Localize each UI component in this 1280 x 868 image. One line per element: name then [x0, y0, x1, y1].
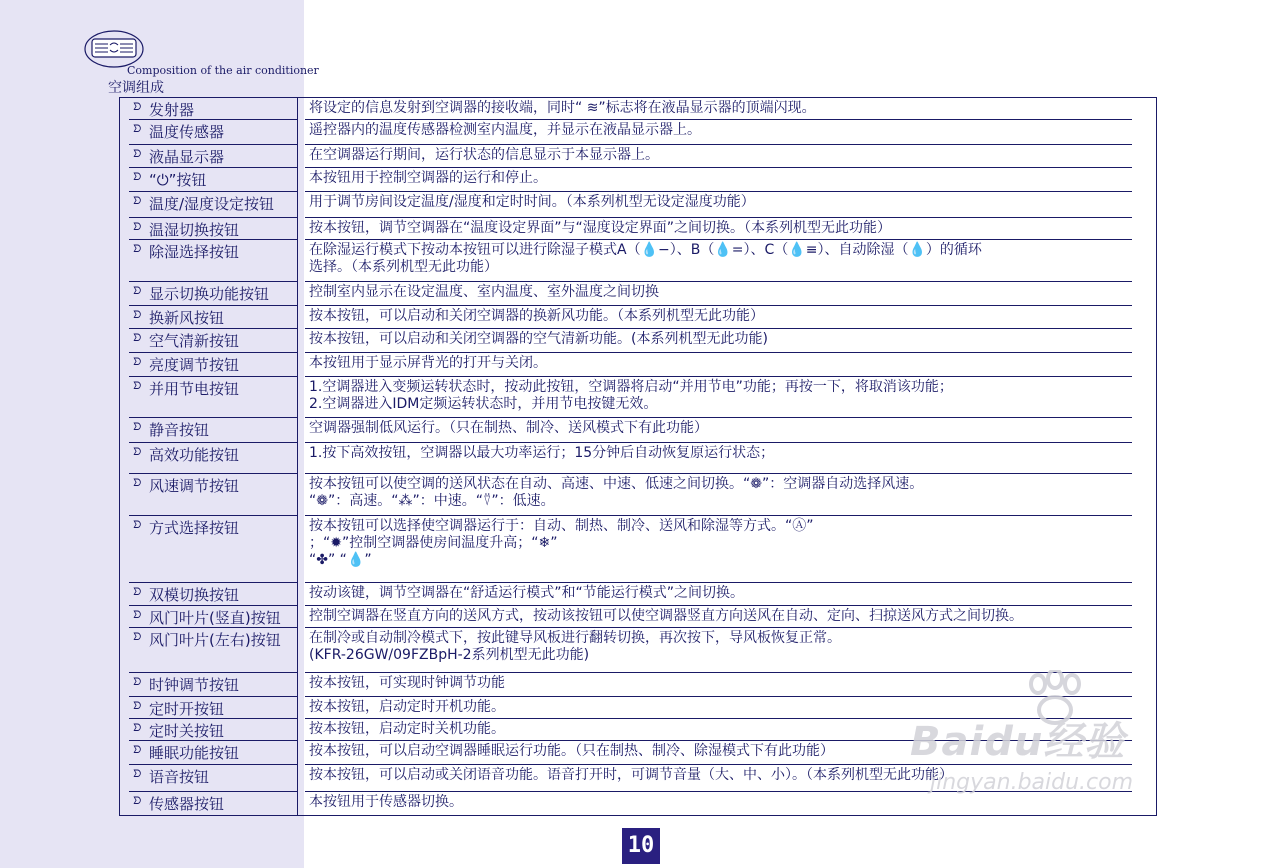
row-label: 定时开按钮 — [149, 700, 225, 718]
row-description-line: 选择。（本系列机型无此功能） — [309, 259, 498, 275]
row-description-cell — [305, 628, 1132, 673]
row-description-line: 本按钮用于控制空调器的运行和停止。 — [309, 170, 547, 186]
bullet-icon: ᗤ — [133, 769, 142, 780]
table-row — [120, 628, 1156, 673]
row-description-line: 将设定的信息发射到空调器的接收端，同时“ ≋”标志将在液晶显示器的顶端闪现。 — [309, 100, 816, 116]
row-description-line: 按本按钮可以选择使空调器运行于：自动、制热、制冷、送风和除湿等方式。“Ⓐ” — [309, 518, 814, 534]
bullet-icon: ᗤ — [133, 610, 142, 621]
row-label-cell — [129, 240, 297, 282]
row-label: 液晶显示器 — [149, 148, 225, 166]
watermark — [910, 670, 1210, 810]
row-description-cell — [305, 192, 1132, 218]
row-label-cell — [129, 282, 297, 306]
table-row — [120, 329, 1156, 353]
row-description-cell — [305, 418, 1132, 443]
bullet-icon: ᗤ — [133, 244, 142, 255]
row-description-line: 本按钮用于传感器切换。 — [309, 794, 463, 810]
bullet-icon: ᗤ — [133, 286, 142, 297]
bullet-icon: ᗤ — [133, 102, 142, 113]
row-description-line: 本按钮用于显示屏背光的打开与关闭。 — [309, 355, 547, 371]
row-description-cell — [305, 168, 1132, 192]
row-description-line: 按本按钮，可实现时钟调节功能 — [309, 675, 505, 691]
row-label: 显示切换功能按钮 — [149, 285, 270, 303]
table-row — [120, 474, 1156, 516]
row-label-cell — [129, 353, 297, 377]
row-description-line: 按本按钮，可以启动或关闭语音功能。语音打开时，可调节音量（大、中、小）。（本系列机型无此功能） — [309, 767, 953, 783]
row-label: 定时关按钮 — [149, 722, 225, 740]
row-description-line: 用于调节房间设定温度/湿度和定时时间。（本系列机型无设定湿度功能） — [309, 194, 755, 210]
row-description-line: 按本按钮，启动定时关机功能。 — [309, 721, 505, 737]
row-label-cell — [129, 516, 297, 583]
row-description-cell — [305, 606, 1132, 628]
row-label-cell — [129, 192, 297, 218]
watermark-text: Baidu经验 — [910, 719, 1126, 765]
row-label: 方式选择按钮 — [149, 519, 240, 537]
table-row — [120, 218, 1156, 240]
row-label-cell — [129, 306, 297, 329]
bullet-icon: ᗤ — [133, 422, 142, 433]
row-label: 发射器 — [149, 101, 195, 119]
row-description-line: 空调器强制低风运行。（只在制热、制冷、送风模式下有此功能） — [309, 420, 708, 436]
row-description-line: 在制冷或自动制冷模式下，按此键导风板进行翻转切换，再次按下，导风板恢复正常。 — [309, 630, 841, 646]
row-description-line: 按本按钮，调节空调器在“温度设定界面”与“湿度设定界面”之间切换。（本系列机型无此功能） — [309, 220, 892, 236]
table-row — [120, 377, 1156, 418]
bullet-icon: ᗤ — [133, 333, 142, 344]
row-description-line: 控制空调器在竖直方向的送风方式，按动该按钮可以使空调器竖直方向送风在自动、定向、扫掠送风方式之间切换。 — [309, 608, 1023, 624]
row-description-cell — [305, 306, 1132, 329]
row-label-cell — [129, 218, 297, 240]
row-description-line: “❁”：高速。“⁂”：中速。“⍢”：低速。 — [309, 493, 555, 509]
bullet-icon: ᗤ — [133, 310, 142, 321]
row-label-cell — [129, 443, 297, 474]
bullet-icon: ᗤ — [133, 520, 142, 531]
row-description-cell — [305, 282, 1132, 306]
row-label-cell — [129, 474, 297, 516]
row-description-line: 1.空调器进入变频运转状态时，按动此按钮，空调器将启动“并用节电”功能；再按一下，将取消该功能； — [309, 379, 953, 395]
subtitle-en: Composition of the air conditioner — [127, 64, 319, 77]
row-description-line: 在除湿运行模式下按动本按钮可以进行除湿子模式A（💧−）、B（💧=）、C（💧≡）、自动除湿（💧）的循环 — [309, 242, 982, 258]
row-label: 除湿选择按钮 — [149, 243, 240, 261]
row-label-underline — [129, 815, 297, 816]
row-description-cell — [305, 120, 1132, 145]
row-description-line: 2.空调器进入IDM定频运转状态时，并用节电按键无效。 — [309, 396, 658, 412]
table-row — [120, 192, 1156, 218]
row-label-cell — [129, 168, 297, 192]
row-label: 静音按钮 — [149, 421, 210, 439]
bullet-icon: ᗤ — [133, 723, 142, 734]
table-row — [120, 145, 1156, 168]
table-row — [120, 516, 1156, 583]
row-description-line: 按本按钮，可以启动和关闭空调器的换新风功能。（本系列机型无此功能） — [309, 308, 764, 324]
row-label-cell — [129, 120, 297, 145]
row-label-cell — [129, 697, 297, 719]
bullet-icon: ᗤ — [133, 701, 142, 712]
row-description-cell — [305, 145, 1132, 168]
bullet-icon: ᗤ — [133, 149, 142, 160]
row-label: 语音按钮 — [149, 768, 210, 786]
row-description-line: 按本按钮，可以启动和关闭空调器的空气清新功能。(本系列机型无此功能) — [309, 331, 768, 347]
row-label-cell — [129, 329, 297, 353]
row-label-cell — [129, 719, 297, 741]
row-label: 亮度调节按钮 — [149, 356, 240, 374]
page-number: 10 — [622, 828, 660, 864]
row-label-cell — [129, 606, 297, 628]
row-label: 高效功能按钮 — [149, 446, 240, 464]
bullet-icon: ᗤ — [133, 677, 142, 688]
row-label-cell — [129, 673, 297, 697]
table-row — [120, 418, 1156, 443]
row-description-cell — [305, 377, 1132, 418]
row-label: 睡眠功能按钮 — [149, 744, 240, 762]
row-label-cell — [129, 98, 297, 120]
row-label: 温度/湿度设定按钮 — [149, 195, 275, 213]
row-description-cell — [305, 240, 1132, 282]
table-row — [120, 98, 1156, 120]
row-label-cell — [129, 583, 297, 606]
row-description-line: 按动该键，调节空调器在“舒适运行模式”和“节能运行模式”之间切换。 — [309, 585, 745, 601]
row-label: 风门叶片(左右)按钮 — [149, 631, 281, 649]
row-description-line: (KFR-26GW/09FZBpH-2系列机型无此功能) — [309, 647, 590, 663]
table-row — [120, 282, 1156, 306]
row-label-cell — [129, 741, 297, 765]
bullet-icon: ᗤ — [133, 447, 142, 458]
row-description-line: 按本按钮，可以启动空调器睡眠运行功能。（只在制热、制冷、除湿模式下有此功能） — [309, 743, 834, 759]
row-label-cell — [129, 145, 297, 168]
row-description-cell — [305, 474, 1132, 516]
row-description-cell — [305, 353, 1132, 377]
bullet-icon: ᗤ — [133, 745, 142, 756]
bullet-icon: ᗤ — [133, 632, 142, 643]
row-label-cell — [129, 792, 297, 816]
row-label: “⏻”按钮 — [149, 171, 207, 189]
row-description-cell — [305, 443, 1132, 474]
page-title: 空调组成 — [108, 80, 164, 96]
row-description-cell — [305, 583, 1132, 606]
row-label: 温度传感器 — [149, 123, 225, 141]
row-label: 风速调节按钮 — [149, 477, 240, 495]
table-row — [120, 606, 1156, 628]
row-label: 换新风按钮 — [149, 309, 225, 327]
table-row — [120, 583, 1156, 606]
row-description-line: 在空调器运行期间，运行状态的信息显示于本显示器上。 — [309, 147, 659, 163]
row-label: 并用节电按钮 — [149, 380, 240, 398]
row-label: 空气清新按钮 — [149, 332, 240, 350]
table-row — [120, 240, 1156, 282]
table-row — [120, 306, 1156, 329]
bullet-icon: ᗤ — [133, 587, 142, 598]
bullet-icon: ᗤ — [133, 196, 142, 207]
row-description-line: 按本按钮可以使空调的送风状态在自动、高速、中速、低速之间切换。“❁”：空调器自动选择风速。 — [309, 476, 924, 492]
row-description-cell — [305, 329, 1132, 353]
bullet-icon: ᗤ — [133, 222, 142, 233]
watermark-url: jingyan.baidu.com — [930, 770, 1134, 795]
table-row — [120, 120, 1156, 145]
row-description-line: 遥控器内的温度传感器检测室内温度，并显示在液晶显示器上。 — [309, 122, 701, 138]
row-label: 传感器按钮 — [149, 795, 225, 813]
row-description-underline — [305, 815, 1132, 816]
bullet-icon: ᗤ — [133, 357, 142, 368]
air-conditioner-logo-icon — [84, 30, 144, 68]
bullet-icon: ᗤ — [133, 172, 142, 183]
row-description-line: “✤” “💧” — [309, 552, 372, 568]
row-label: 双模切换按钮 — [149, 586, 240, 604]
table-row — [120, 353, 1156, 377]
row-description-cell — [305, 98, 1132, 120]
row-description-line: 按本按钮，启动定时开机功能。 — [309, 699, 505, 715]
bullet-icon: ᗤ — [133, 796, 142, 807]
table-row — [120, 168, 1156, 192]
row-description-cell — [305, 218, 1132, 240]
bullet-icon: ᗤ — [133, 381, 142, 392]
table-row — [120, 443, 1156, 474]
bullet-icon: ᗤ — [133, 124, 142, 135]
row-label-cell — [129, 628, 297, 673]
row-label-cell — [129, 418, 297, 443]
row-description-line: 控制室内显示在设定温度、室内温度、室外温度之间切换 — [309, 284, 659, 300]
row-label: 风门叶片(竖直)按钮 — [149, 609, 281, 627]
row-description-line: 1.按下高效按钮，空调器以最大功率运行；15分钟后自动恢复原运行状态； — [309, 445, 775, 461]
row-label: 温湿切换按钮 — [149, 221, 240, 239]
row-label: 时钟调节按钮 — [149, 676, 240, 694]
bullet-icon: ᗤ — [133, 478, 142, 489]
row-label-cell — [129, 765, 297, 792]
row-label-cell — [129, 377, 297, 418]
row-description-line: ；“✹”控制空调器使房间温度升高；“❄” — [309, 535, 558, 551]
row-description-cell — [305, 516, 1132, 583]
